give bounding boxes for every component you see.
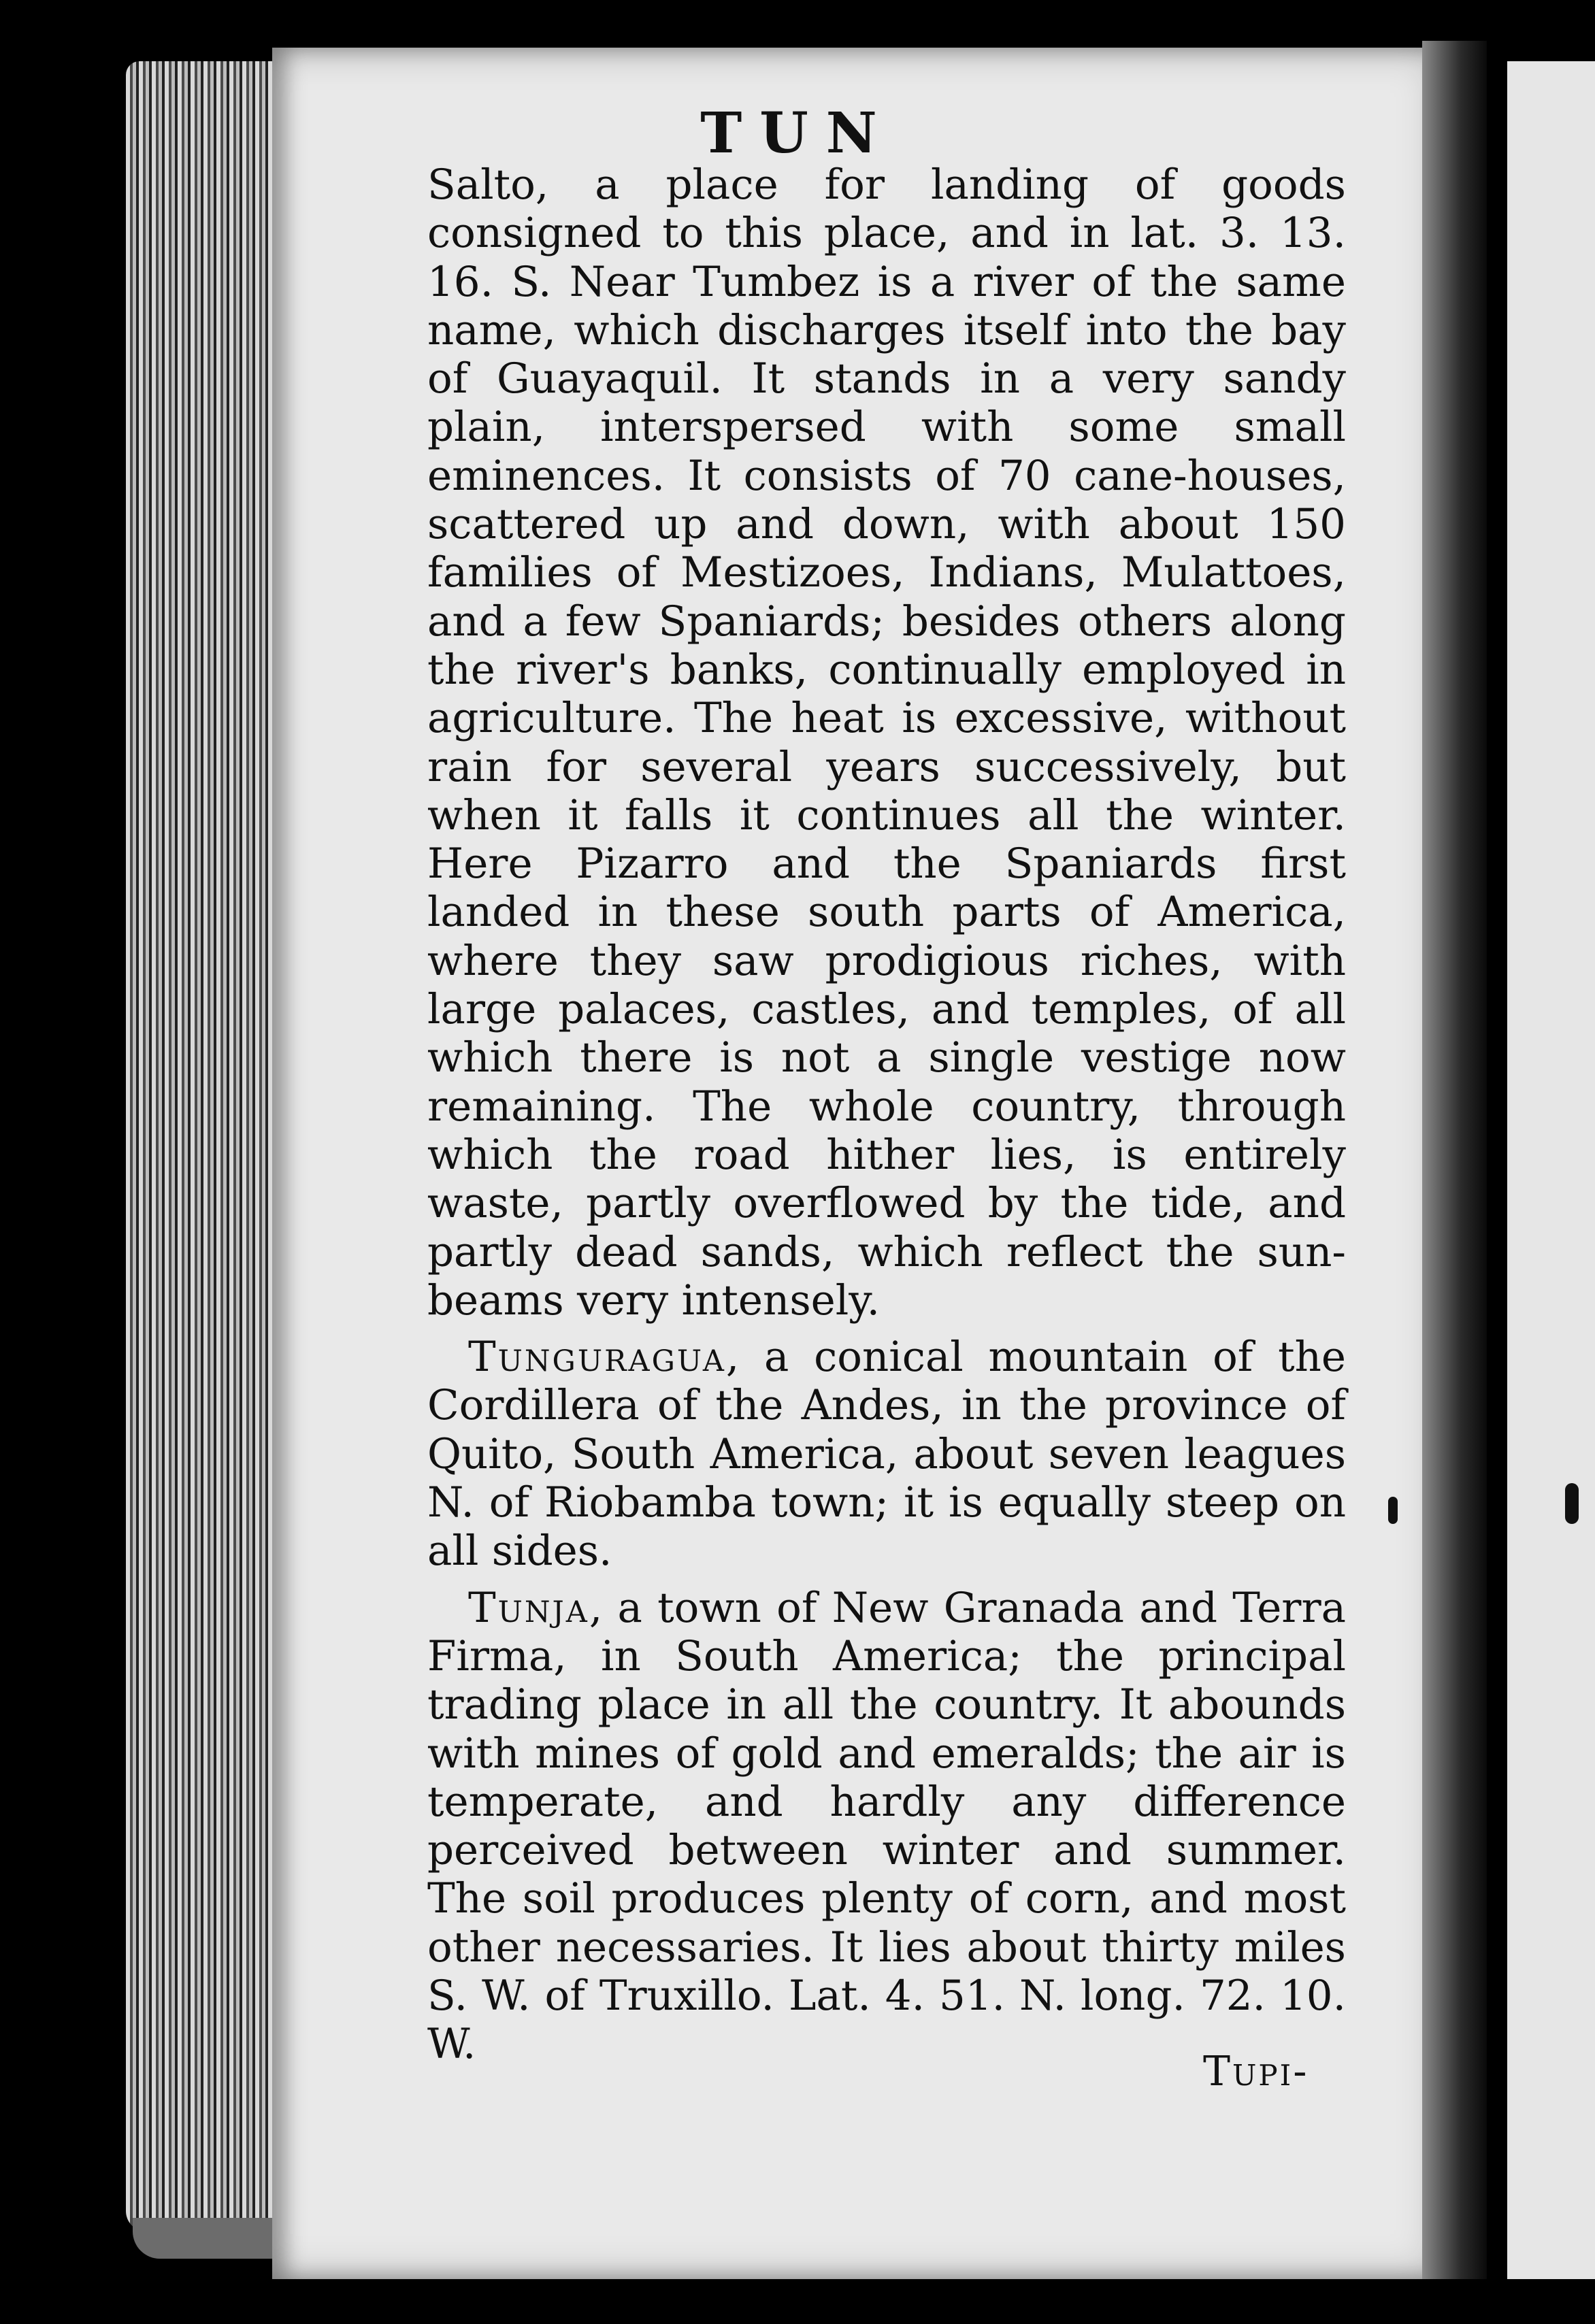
entry-headword: Tunja	[468, 1583, 589, 1632]
ink-mark	[1388, 1497, 1398, 1524]
continued-entry-text: Salto, a place for landing of goods consigned to this place, and in lat. 3. 13. 16. S. Near Tumbez is a river of the same name, which discharges itself into the bay of Guayaquil. It stands in a very sandy plain, interspersed with some small eminences. It consists of 70 cane-houses, scattered up and down, with about 150 families of Mestizoes, Indians, Mulattoes, and a few Spaniards; besides others along the river's banks, continually employed in agriculture. The heat is excessive, without rain for several years successively, but when it falls it continues all the winter. Here Pizarro and the Spaniards first landed in these south parts of America, where they saw prodigious riches, with large palaces, castles, and temples, of all which there is not a single vestige now remaining. The whole country, through which the road hither lies, is entirely waste, partly overflowed by the tide, and partly dead sands, which reflect the sun-beams very intensely.	[427, 161, 1346, 1325]
running-head: TUN	[700, 101, 895, 166]
entry-text: , a town of New Granada and Terra Firma, in South America; the principal trading place in all the country. It abounds with mines of gold and emeralds; the air is temperate, and hardly any difference perceived between winter and summer. The soil produces plenty of corn, and most other necessaries. It lies about thirty miles S. W. of Truxillo. Lat. 4. 51. N. long. 72. 10. W.	[427, 1583, 1346, 2069]
book-edge-bottom	[133, 2218, 289, 2259]
entry-text: , a conical mountain of the Cordillera of the Andes, in the province of Quito, South America, about seven leagues N. of Riobamba town; it is equally steep on all sides.	[427, 1333, 1346, 1576]
entry-headword: Tunguragua	[468, 1333, 726, 1382]
book-fore-edge	[126, 61, 272, 2231]
dictionary-entry	[427, 1333, 1346, 1575]
facing-page-edge	[1507, 61, 1595, 2279]
catchword: Tupi-	[1203, 2048, 1309, 2095]
page-gutter	[1422, 41, 1487, 2279]
page-text	[427, 161, 1346, 2069]
dictionary-entry	[427, 1584, 1346, 2069]
ink-mark	[1565, 1483, 1579, 1524]
